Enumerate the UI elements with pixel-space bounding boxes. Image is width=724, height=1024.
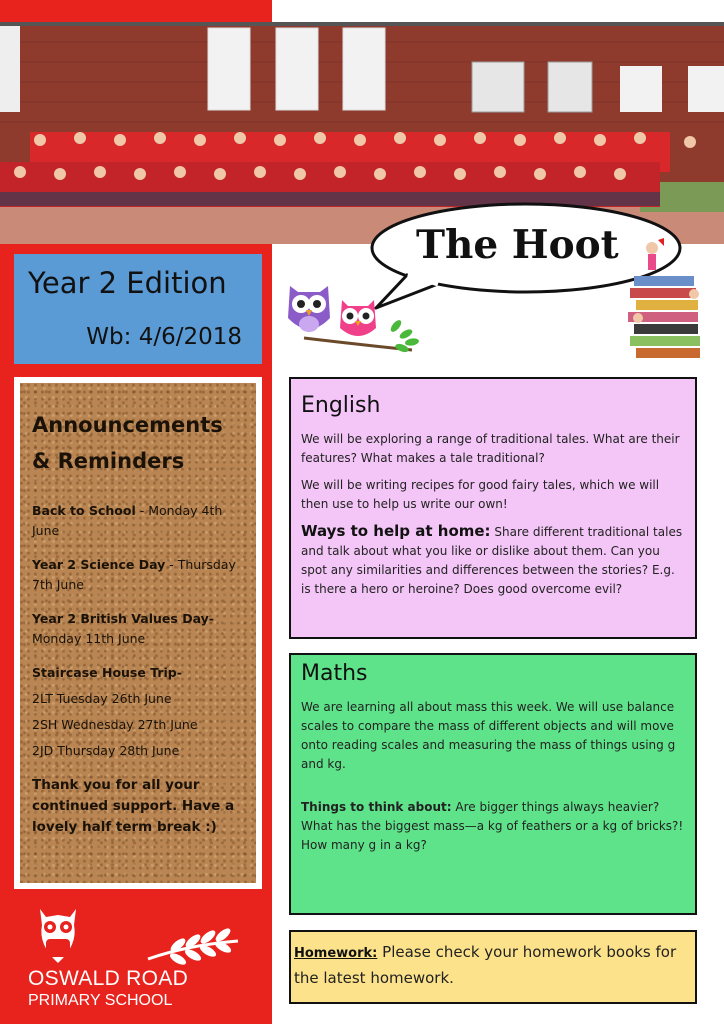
maths-para-1: We are learning all about mass this week. We will use balance scales to compare the mass of different objects and will move onto reading scales and measuring the mass of things using g and kg. bbox=[301, 700, 676, 771]
edition-week: Wb: 4/6/2018 bbox=[86, 324, 242, 350]
homework-section bbox=[289, 930, 697, 1004]
trip-date: 2LT Tuesday 26th June bbox=[32, 691, 172, 706]
announcements-board bbox=[14, 377, 262, 889]
help-at-home-label: Ways to help at home: bbox=[301, 522, 491, 540]
trip-section bbox=[32, 663, 244, 761]
thanks-message: Thank you for all your continued support. Have a lovely half term break :) bbox=[32, 777, 235, 835]
homework-text: Please check your homework books for the latest homework. bbox=[294, 943, 677, 987]
announcement-item: Year 2 British Values Day- Monday 11th June bbox=[32, 611, 214, 646]
school-logo bbox=[28, 905, 258, 1015]
maths-think: Things to think about: Are bigger things always heavier? What has the biggest mass—a kg of feathers or a kg of bricks?! How many g in a kg? bbox=[301, 800, 684, 852]
announcements-heading: Announcements & Reminders bbox=[32, 413, 223, 473]
trip-label: Staircase House Trip- bbox=[32, 665, 182, 680]
english-help: Ways to help at home: Share different traditional tales and talk about what you like or dislike about them. Can you spot any similarities and differences between the stories? E.g. is there a hero or heroine? Does good overcome evil? bbox=[301, 522, 683, 596]
owls-on-branch-icon bbox=[284, 278, 424, 363]
english-para-2: We will be writing recipes for good fairy tales, which we will then use to help us write our own! bbox=[301, 478, 660, 511]
english-heading: English bbox=[301, 393, 381, 418]
think-about-label: Things to think about: bbox=[301, 800, 452, 814]
maths-section bbox=[289, 653, 697, 915]
maths-heading: Maths bbox=[301, 661, 368, 686]
school-subtitle: PRIMARY SCHOOL bbox=[28, 992, 173, 1009]
edition-box bbox=[14, 254, 262, 364]
book-stack-icon bbox=[624, 236, 714, 366]
trip-date: 2SH Wednesday 27th June bbox=[32, 717, 198, 732]
owl-logo-icon bbox=[28, 905, 258, 967]
school-name: OSWALD ROAD bbox=[28, 967, 189, 990]
english-section bbox=[289, 377, 697, 639]
announcement-item: Year 2 Science Day - Thursday 7th June bbox=[32, 557, 236, 592]
english-para-1: We will be exploring a range of traditional tales. What are their features? What makes a tale traditional? bbox=[301, 432, 680, 465]
edition-title: Year 2 Edition bbox=[28, 266, 227, 300]
newsletter-title: The Hoot bbox=[416, 222, 619, 268]
announcement-item: Back to School - Monday 4th June bbox=[32, 503, 223, 538]
homework-label: Homework: bbox=[294, 946, 378, 961]
trip-date: 2JD Thursday 28th June bbox=[32, 743, 180, 758]
